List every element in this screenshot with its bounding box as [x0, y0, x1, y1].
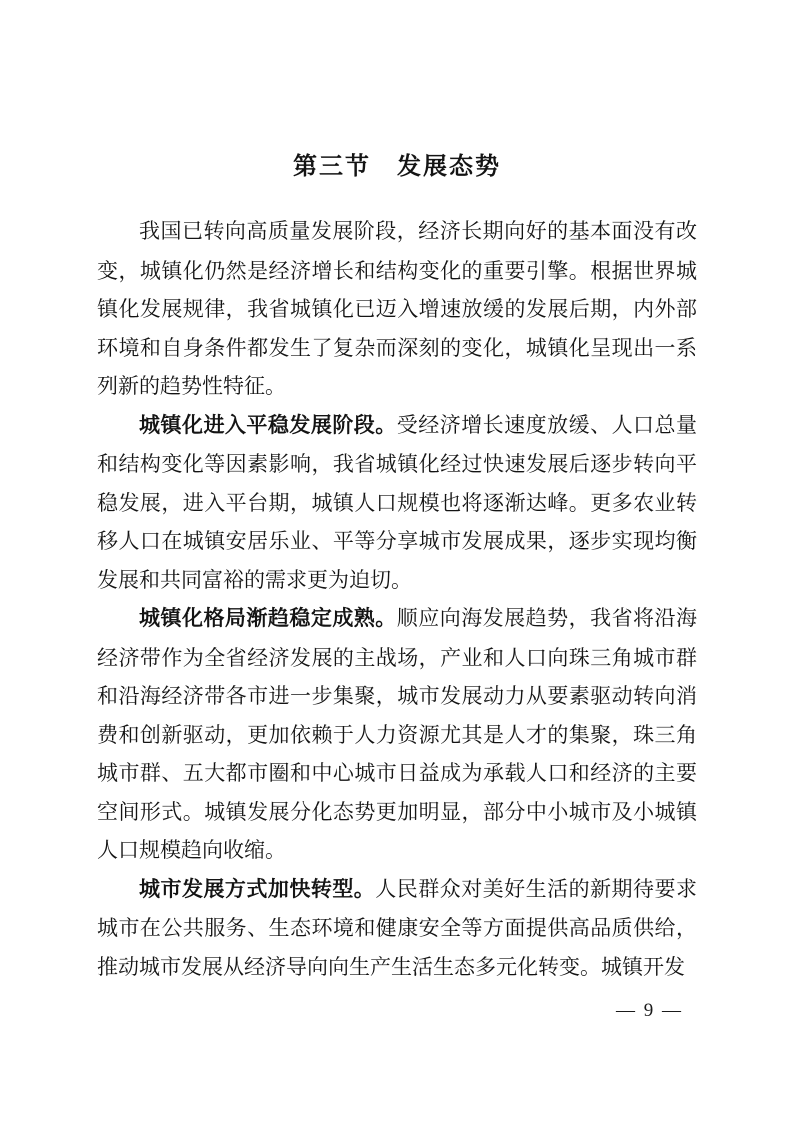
- paragraph-pattern-maturing: [97, 599, 697, 870]
- paragraph-text: 人民群众对美好生活的新期待要求城市在公共服务、生态环境和健康安全等方面提供高品质供给，推动城市发展从经济导向向生产生活生态多元化转变。城镇开发: [97, 876, 697, 979]
- paragraph-urban-transformation: [97, 870, 697, 987]
- page-footer: [97, 996, 683, 1026]
- document-body: [97, 212, 697, 986]
- paragraph-text: 受经济增长速度放缓、人口总量和结构变化等因素影响，我省城镇化经过快速发展后逐步转向平稳发展，进入平台期，城镇人口规模也将逐渐达峰。更多农业转移人口在城镇安居乐业、平等分享城市发展成果，逐步实现均衡发展和共同富裕的需求更为迫切。: [97, 412, 698, 592]
- paragraph-steady-development: [97, 406, 697, 600]
- paragraph-text: 顺应向海发展趋势，我省将沿海经济带作为全省经济发展的主战场，产业和人口向珠三角城市群和沿海经济带各市进一步集聚，城市发展动力从要素驱动转向消费和创新驱动，更加依赖于人力资源尤其是人才的集聚，珠三角城市群、五大都市圈和中心城市日益成为承载人口和经济的主要空间形式。城镇发展分化态势更加明显，部分中小城市及小城镇人口规模趋向收缩。: [97, 606, 698, 862]
- page-number: — 9 —: [616, 1000, 683, 1021]
- paragraph-text: 我国已转向高质量发展阶段，经济长期向好的基本面没有改变，城镇化仍然是经济增长和结构变化的重要引擎。根据世界城镇化发展规律，我省城镇化已迈入增速放缓的发展后期，内外部环境和自身条件都发生了复杂而深刻的变化，城镇化呈现出一系列新的趋势性特征。: [97, 219, 697, 398]
- paragraph-intro: [97, 212, 697, 406]
- section-title: 第三节 发展态势: [293, 153, 501, 180]
- paragraph-lead: 城市发展方式加快转型。: [139, 877, 376, 901]
- paragraph-lead: 城镇化格局渐趋稳定成熟。: [139, 607, 397, 630]
- paragraph-lead: 城镇化进入平稳发展阶段。: [139, 413, 397, 437]
